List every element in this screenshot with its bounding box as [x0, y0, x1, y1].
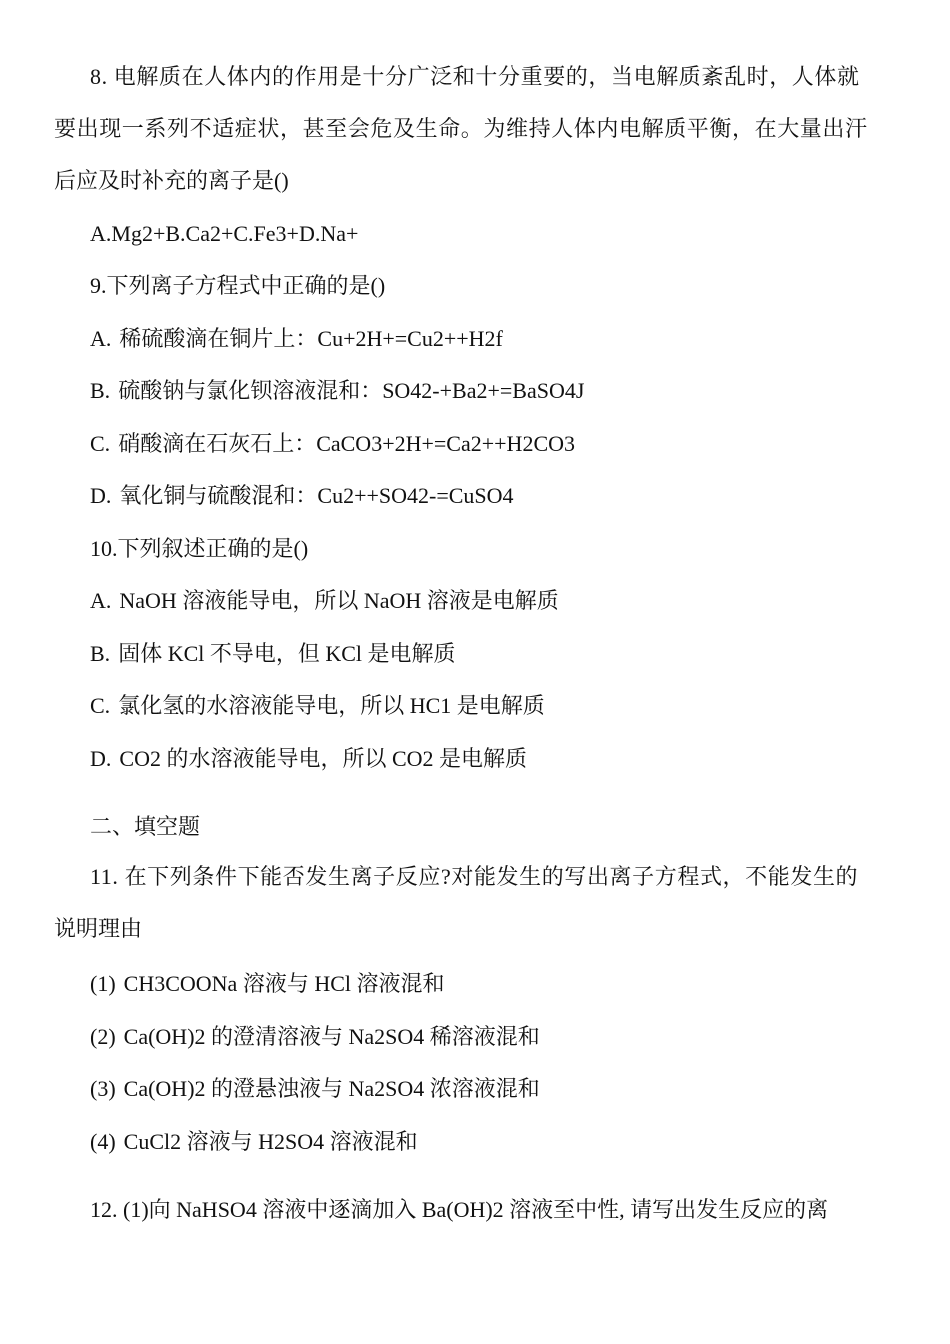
question-9-stem: 9.下列离子方程式中正确的是(): [90, 273, 386, 298]
question-10-stem: 10.下列叙述正确的是(): [90, 536, 309, 561]
question-11-line-1: 11. 在下列条件下能否发生离子反应?对能发生的写出离子方程式，不能发生的: [90, 864, 859, 889]
option-label: A.: [90, 326, 112, 351]
option-text: 稀硫酸滴在铜片上：Cu+2H+=Cu2++H2f: [119, 326, 503, 351]
option-label: B.: [90, 641, 111, 666]
option-label: A.: [90, 588, 112, 613]
item-text: CuCl2 溶液与 H2SO4 溶液混和: [123, 1129, 418, 1154]
option-text: CO2 的水溶液能导电，所以 CO2 是电解质: [119, 746, 528, 771]
question-8-line-1: 8. 电解质在人体内的作用是十分广泛和十分重要的，当电解质紊乱时，人体就: [90, 64, 860, 89]
option-label: D.: [90, 483, 112, 508]
question-11-item-3: [90, 1074, 540, 1104]
question-9-option-c: [90, 429, 575, 459]
option-label: C.: [90, 431, 111, 456]
option-text: 氯化氢的水溶液能导电，所以 HC1 是电解质: [118, 693, 545, 718]
question-11-item-4: [90, 1127, 418, 1157]
option-label: C.: [90, 693, 111, 718]
question-11-line-2: 说明理由: [54, 916, 143, 941]
question-11-item-2: [90, 1022, 540, 1052]
option-text: 硝酸滴在石灰石上：CaCO3+2H+=Ca2++H2CO3: [118, 431, 575, 456]
item-label: (1): [90, 971, 116, 996]
option-label: B.: [90, 378, 111, 403]
option-label: D.: [90, 746, 112, 771]
question-9-option-d: [90, 481, 514, 511]
question-10-option-c: [90, 691, 545, 721]
item-text: Ca(OH)2 的澄悬浊液与 Na2SO4 浓溶液混和: [123, 1076, 540, 1101]
question-9-option-b: [90, 376, 584, 406]
question-9-option-a: [90, 324, 503, 354]
question-10-option-d: [90, 744, 527, 774]
item-label: (2): [90, 1024, 116, 1049]
option-text: 氧化铜与硫酸混和：Cu2++SO42-=CuSO4: [119, 483, 514, 508]
question-10-option-b: [90, 639, 456, 669]
question-12-line-1: 12. (1)向 NaHSO4 溶液中逐滴加入 Ba(OH)2 溶液至中性, 请写出发生反应的离: [90, 1197, 829, 1222]
question-11-item-1: [90, 969, 445, 999]
option-text: NaOH 溶液能导电，所以 NaOH 溶液是电解质: [119, 588, 559, 613]
item-label: (3): [90, 1076, 116, 1101]
question-10-option-a: [90, 586, 559, 616]
option-text: 固体 KCl 不导电，但 KCl 是电解质: [118, 641, 456, 666]
item-text: CH3COONa 溶液与 HCl 溶液混和: [123, 971, 445, 996]
item-text: Ca(OH)2 的澄清溶液与 Na2SO4 稀溶液混和: [123, 1024, 540, 1049]
section-heading: 二、填空题: [90, 814, 201, 839]
question-8-line-3: 后应及时补充的离子是(): [54, 168, 289, 193]
question-8-options: A.Mg2+B.Ca2+C.Fe3+D.Na+: [90, 221, 359, 246]
item-label: (4): [90, 1129, 116, 1154]
question-8-line-2: 要出现一系列不适症状，甚至会危及生命。为维持人体内电解质平衡，在大量出汗: [54, 116, 868, 141]
option-text: 硫酸钠与氯化钡溶液混和：SO42-+Ba2+=BaSO4J: [118, 378, 585, 403]
